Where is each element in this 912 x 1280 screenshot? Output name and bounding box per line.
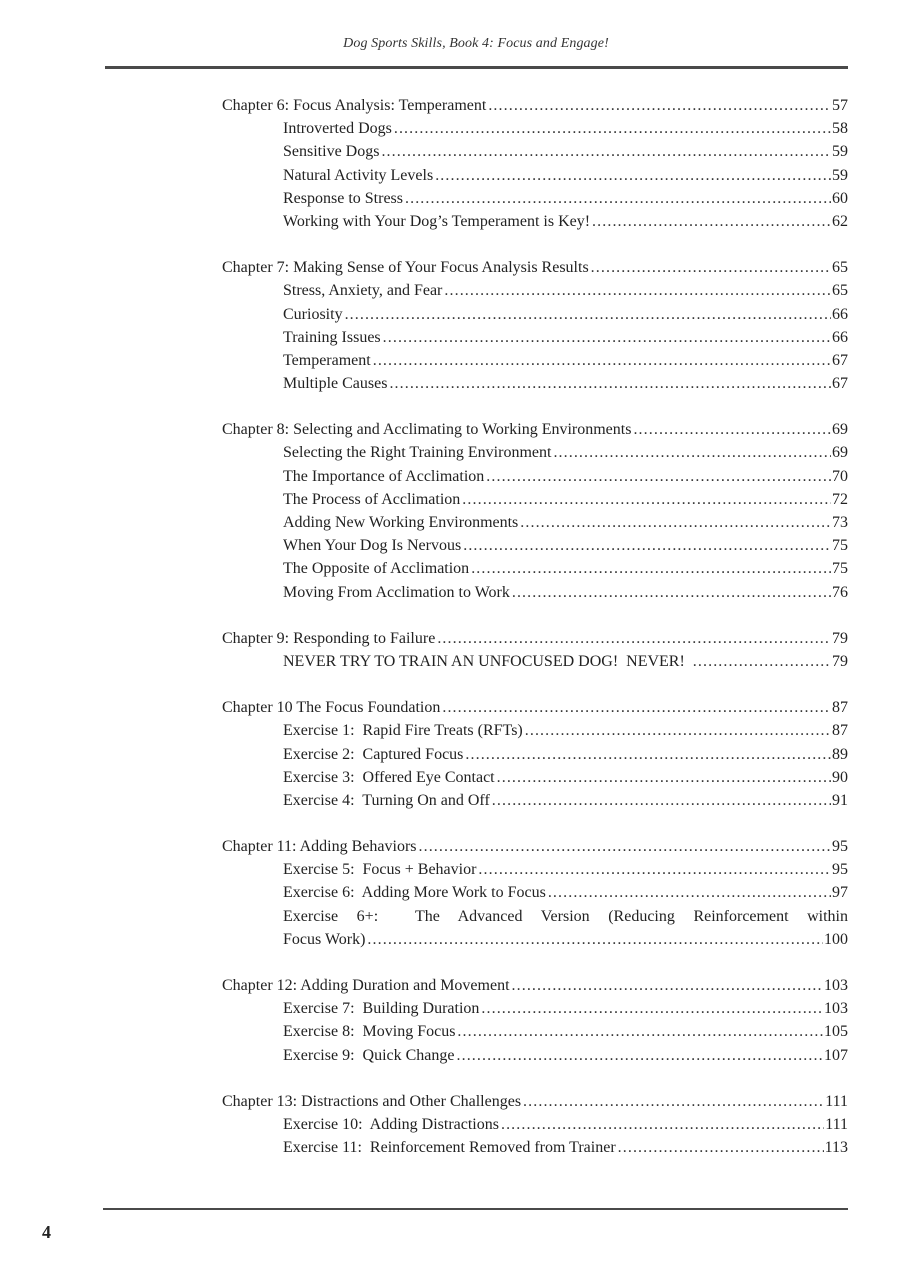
toc-entry[interactable] xyxy=(222,117,848,140)
toc-entry[interactable] xyxy=(222,719,848,742)
toc-entry[interactable] xyxy=(222,534,848,557)
entry-page-number: 90 xyxy=(832,768,848,786)
toc-entry[interactable] xyxy=(222,187,848,210)
toc-entry[interactable] xyxy=(222,326,848,349)
entry-title: Exercise 1: Rapid Fire Treats (RFTs) xyxy=(283,722,523,740)
entry-title: Chapter 9: Responding to Failure xyxy=(222,629,436,647)
entry-title: Chapter 13: Distractions and Other Challenges xyxy=(222,1092,522,1110)
dot-leader xyxy=(633,418,831,441)
toc-entry[interactable] xyxy=(222,511,848,534)
dot-leader xyxy=(693,650,831,673)
toc-entry[interactable] xyxy=(222,465,848,488)
dot-leader xyxy=(525,719,831,742)
toc-chapter-11 xyxy=(222,835,848,951)
entry-page-number: 95 xyxy=(832,838,848,856)
entry-page-number: 76 xyxy=(832,583,848,601)
entry-page-number: 97 xyxy=(832,884,848,902)
entry-page-number: 79 xyxy=(832,629,848,647)
entry-page-number: 60 xyxy=(832,189,848,207)
entry-title-line-2-row xyxy=(283,928,848,951)
entry-page-number: 69 xyxy=(832,421,848,439)
entry-title: Chapter 8: Selecting and Acclimating to Working Environments xyxy=(222,421,632,439)
entry-title: Multiple Causes xyxy=(283,375,388,393)
toc-entry[interactable] xyxy=(222,1113,848,1136)
toc-entry[interactable] xyxy=(222,881,848,904)
entry-title: Exercise 7: Building Duration xyxy=(283,1000,480,1018)
entry-title: Working with Your Dog’s Temperament is Key! xyxy=(283,212,591,230)
toc-entry[interactable] xyxy=(222,349,848,372)
entry-title: Natural Activity Levels xyxy=(283,166,434,184)
entry-page-number: 95 xyxy=(832,861,848,879)
entry-page-number: 65 xyxy=(832,282,848,300)
entry-title: Exercise 11: Reinforcement Removed from Trainer xyxy=(283,1139,616,1157)
footer-rule xyxy=(103,1208,848,1210)
entry-title: Moving From Acclimation to Work xyxy=(283,583,510,601)
entry-page-number: 73 xyxy=(832,514,848,531)
dot-leader xyxy=(462,488,831,511)
entry-title: Exercise 4: Turning On and Off xyxy=(283,791,490,809)
dot-leader xyxy=(512,974,823,997)
dot-leader xyxy=(618,1136,824,1159)
toc-chapter-heading[interactable] xyxy=(222,94,848,117)
dot-leader xyxy=(373,349,831,372)
dot-leader xyxy=(548,881,831,904)
toc-entry[interactable] xyxy=(222,789,848,812)
entry-title: Exercise 2: Captured Focus xyxy=(283,745,464,763)
running-head: Dog Sports Skills, Book 4: Focus and Engage! xyxy=(343,36,609,51)
entry-page-number: 75 xyxy=(832,537,848,555)
entry-page-number: 107 xyxy=(824,1046,848,1064)
entry-title: Exercise 9: Quick Change xyxy=(283,1046,455,1064)
toc-entry[interactable] xyxy=(222,766,848,789)
entry-page-number: 100 xyxy=(824,930,848,948)
entry-page-number: 59 xyxy=(832,143,848,161)
toc-entry[interactable] xyxy=(222,441,848,464)
entry-title: NEVER TRY TO TRAIN AN UNFOCUSED DOG! NEVER! xyxy=(283,652,685,670)
entry-page-number: 111 xyxy=(825,1115,848,1133)
entry-page-number: 67 xyxy=(832,375,848,393)
toc-chapter-12 xyxy=(222,974,848,1067)
dot-leader xyxy=(488,94,831,117)
entry-title: The Importance of Acclimation xyxy=(283,467,485,485)
toc-entry[interactable] xyxy=(222,210,848,233)
toc-entry[interactable] xyxy=(222,303,848,326)
entry-page-number: 105 xyxy=(824,1023,848,1041)
toc-chapter-7 xyxy=(222,256,848,395)
entry-page-number: 66 xyxy=(832,305,848,323)
entry-title: Exercise 5: Focus + Behavior xyxy=(283,861,477,879)
entry-page-number: 113 xyxy=(824,1139,848,1157)
dot-leader xyxy=(437,627,831,650)
dot-leader xyxy=(435,164,831,187)
entry-page-number: 87 xyxy=(832,722,848,740)
toc-entry[interactable] xyxy=(222,581,848,604)
entry-page-number: 70 xyxy=(832,467,848,485)
toc-chapter-heading[interactable] xyxy=(222,974,848,997)
entry-title: Exercise 8: Moving Focus xyxy=(283,1023,456,1041)
entry-title: Curiosity xyxy=(283,305,343,323)
entry-title: Stress, Anxiety, and Fear xyxy=(283,282,443,300)
entry-title: Chapter 12: Adding Duration and Movement xyxy=(222,977,510,995)
toc-entry[interactable] xyxy=(222,372,848,395)
toc-chapter-heading[interactable] xyxy=(222,696,848,719)
dot-leader xyxy=(367,928,823,951)
toc-entry[interactable] xyxy=(222,1044,848,1067)
toc-chapter-heading[interactable] xyxy=(222,256,848,279)
entry-title-line-1: Exercise 6+: The Advanced Version (Reducing Reinforcement within xyxy=(283,907,848,925)
dot-leader xyxy=(512,581,831,604)
dot-leader xyxy=(591,256,831,279)
toc-entry[interactable] xyxy=(222,743,848,766)
dot-leader xyxy=(381,140,831,163)
toc-entry[interactable] xyxy=(222,997,848,1020)
dot-leader xyxy=(478,858,831,881)
entry-title: Response to Stress xyxy=(283,189,403,207)
entry-page-number: 111 xyxy=(825,1092,848,1110)
entry-page-number: 91 xyxy=(832,791,848,809)
dot-leader xyxy=(520,511,831,534)
toc-chapter-10 xyxy=(222,696,848,812)
dot-leader xyxy=(465,743,831,766)
page-number: 4 xyxy=(42,1222,51,1242)
dot-leader xyxy=(471,557,831,580)
entry-title: Selecting the Right Training Environment xyxy=(283,444,552,462)
entry-page-number: 72 xyxy=(832,490,848,508)
dot-leader xyxy=(383,326,831,349)
dot-leader xyxy=(523,1090,824,1113)
table-of-contents xyxy=(222,94,848,1182)
toc-chapter-heading[interactable] xyxy=(222,835,848,858)
entry-page-number: 65 xyxy=(832,259,848,277)
entry-page-number: 103 xyxy=(824,1000,848,1018)
entry-title: Exercise 3: Offered Eye Contact xyxy=(283,768,495,786)
entry-title: When Your Dog Is Nervous xyxy=(283,537,462,555)
entry-title: Chapter 10 The Focus Foundation xyxy=(222,699,441,717)
toc-chapter-heading[interactable] xyxy=(222,1090,848,1113)
entry-page-number: 66 xyxy=(832,328,848,346)
entry-page-number: 89 xyxy=(832,745,848,763)
entry-title: Training Issues xyxy=(283,328,381,346)
entry-page-number: 69 xyxy=(832,444,848,462)
dot-leader xyxy=(553,441,831,464)
toc-entry-wrapped[interactable] xyxy=(222,905,848,951)
dot-leader xyxy=(419,835,832,858)
entry-title: The Opposite of Acclimation xyxy=(283,560,470,578)
entry-title: Exercise 10: Adding Distractions xyxy=(283,1115,499,1133)
dot-leader xyxy=(497,766,831,789)
toc-chapter-8 xyxy=(222,418,848,604)
dot-leader xyxy=(492,789,831,812)
dot-leader xyxy=(394,117,831,140)
toc-entry[interactable] xyxy=(222,279,848,302)
entry-page-number: 103 xyxy=(824,977,848,995)
toc-entry[interactable] xyxy=(222,557,848,580)
toc-entry[interactable] xyxy=(222,650,848,673)
dot-leader xyxy=(486,465,831,488)
toc-chapter-6 xyxy=(222,94,848,233)
entry-title: Temperament xyxy=(283,351,371,369)
entry-title: The Process of Acclimation xyxy=(283,490,461,508)
toc-entry[interactable] xyxy=(222,164,848,187)
dot-leader xyxy=(481,997,823,1020)
entry-title: Chapter 6: Focus Analysis: Temperament xyxy=(222,97,487,114)
entry-title: Chapter 11: Adding Behaviors xyxy=(222,838,417,856)
entry-title: Exercise 6: Adding More Work to Focus xyxy=(283,884,546,902)
toc-entry[interactable] xyxy=(222,488,848,511)
entry-page-number: 58 xyxy=(832,120,848,138)
dot-leader xyxy=(389,372,831,395)
dot-leader xyxy=(457,1044,824,1067)
toc-entry[interactable] xyxy=(222,1020,848,1043)
entry-title: Adding New Working Environments xyxy=(283,514,519,531)
toc-entry[interactable] xyxy=(222,140,848,163)
entry-page-number: 87 xyxy=(832,699,848,717)
entry-title-line-2: Focus Work) xyxy=(283,930,366,948)
entry-page-number: 59 xyxy=(832,166,848,184)
header-rule xyxy=(105,66,848,69)
dot-leader xyxy=(345,303,831,326)
toc-chapter-heading[interactable] xyxy=(222,627,848,650)
dot-leader xyxy=(501,1113,824,1136)
toc-chapter-heading[interactable] xyxy=(222,418,848,441)
dot-leader xyxy=(463,534,831,557)
dot-leader xyxy=(405,187,831,210)
entry-page-number: 57 xyxy=(832,97,848,114)
dot-leader xyxy=(442,696,831,719)
dot-leader xyxy=(444,279,831,302)
entry-page-number: 79 xyxy=(832,652,848,670)
dot-leader xyxy=(457,1020,823,1043)
toc-chapter-13 xyxy=(222,1090,848,1160)
entry-title: Introverted Dogs xyxy=(283,120,392,138)
toc-chapter-9 xyxy=(222,627,848,673)
dot-leader xyxy=(592,210,831,233)
entry-page-number: 62 xyxy=(832,212,848,230)
entry-title: Chapter 7: Making Sense of Your Focus Analysis Results xyxy=(222,259,589,277)
toc-entry[interactable] xyxy=(222,1136,848,1159)
entry-page-number: 67 xyxy=(832,351,848,369)
entry-page-number: 75 xyxy=(832,560,848,578)
entry-title: Sensitive Dogs xyxy=(283,143,380,161)
toc-entry[interactable] xyxy=(222,858,848,881)
